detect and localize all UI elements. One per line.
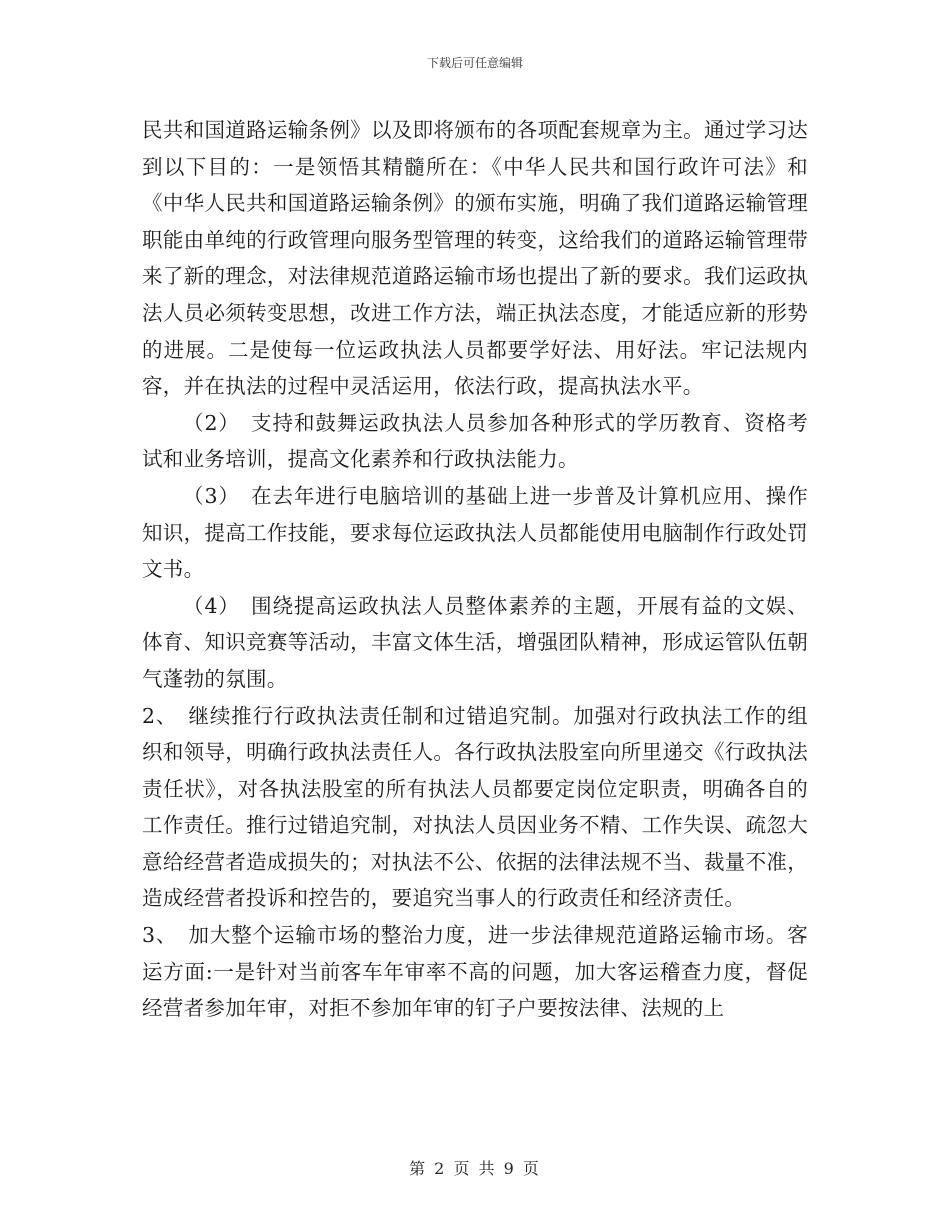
- paragraph-intro: 民共和国道路运输条例》以及即将颁布的各项配套规章为主。通过学习达到以下目的：一是领悟其精髓所在：《中华人民共和国行政许可法》和《中华人民共和国道路运输条例》的颁布实施，明确了我们道路运输管理职能由单纯的行政管理向服务型管理的转变，这给我们的道路运输管理带来了新的理念，对法律规范道路运输市场也提出了新的要求。我们运政执法人员必须转变思想，改进工作方法，端正执法态度，才能适应新的形势的进展。二是使每一位运政执法人员都要学好法、用好法。牢记法规内容，并在执法的过程中灵活运用，依法行政，提高执法水平。: [142, 118, 808, 399]
- paragraph-item-3: （3） 在去年进行电脑培训的基础上进一步普及计算机应用、操作知识，提高工作技能，要求每位运政执法人员都能使用电脑制作行政处罚文书。: [142, 483, 808, 582]
- body-text: [142, 112, 808, 1027]
- paragraph-section-3: 3、 加大整个运输市场的整治力度，进一步法律规范道路运输市场。客运方面:一是针对当前客车年审率不高的问题，加大客运稽查力度，督促经营者参加年审，对拒不参加年审的钉子户要按法律、法规的上: [142, 923, 808, 1021]
- paragraph-section-2: 2、 继续推行行政执法责任制和过错追究制。加强对行政执法工作的组织和领导，明确行政执法责任人。各行政执法股室向所里递交《行政执法责任状》，对各执法股室的所有执法人员都要定岗位定职责，明确各自的工作责任。推行过错追究制，对执法人员因业务不精、工作失误、疏忽大意给经营者造成损失的；对执法不公、依据的法律法规不当、裁量不准，造成经营者投诉和控告的，要追究当事人的行政责任和经济责任。: [142, 703, 808, 911]
- page-number: 第 2 页 共 9 页: [409, 1159, 541, 1178]
- header-note: 下载后可任意编辑: [426, 56, 523, 70]
- paragraph-item-4: （4） 围绕提高运政执法人员整体素养的主题，开展有益的文娱、体育、知识竞赛等活动，丰富文体生活，增强团队精神，形成运管队伍朝气蓬勃的氛围。: [142, 593, 808, 691]
- paragraph-item-2: （2） 支持和鼓舞运政执法人员参加各种形式的学历教育、资格考试和业务培训，提高文化素养和行政执法能力。: [142, 410, 808, 472]
